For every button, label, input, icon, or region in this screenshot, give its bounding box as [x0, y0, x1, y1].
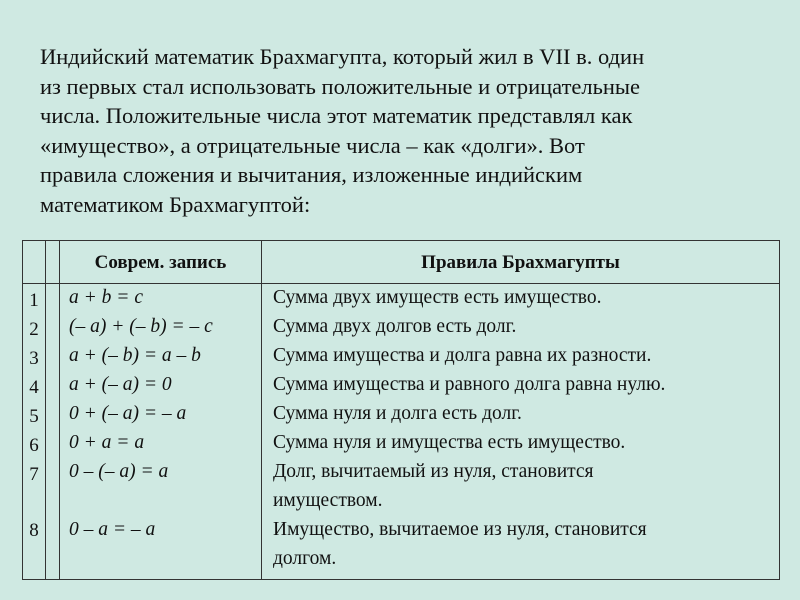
- rule-text: Сумма нуля и долга есть долг.: [273, 403, 522, 424]
- rule-text: Сумма нуля и имущества есть имущество.: [273, 432, 626, 453]
- intro-line: из первых стал использовать положительные и отрицательные: [40, 73, 641, 99]
- formula: 0 + (– a) = – a: [69, 403, 187, 424]
- intro-line: числа. Положительные числа этот математик представлял как: [40, 103, 633, 128]
- rule-text: Сумма двух имуществ есть имущество.: [273, 287, 602, 308]
- row-number: 1: [29, 290, 39, 311]
- header-number: [23, 241, 45, 285]
- formula: a + (– a) = 0: [69, 374, 172, 395]
- row-number: 7: [29, 464, 39, 485]
- rule-text: Долг, вычитаемый из нуля, становится: [273, 461, 594, 482]
- formula: a + b = c: [69, 287, 143, 308]
- column-divider: [59, 241, 60, 579]
- row-number: 3: [29, 348, 39, 369]
- row-number: 8: [29, 520, 39, 541]
- row-number: 2: [29, 319, 39, 340]
- formula: 0 – a = – a: [69, 519, 156, 540]
- formula: a + (– b) = a – b: [69, 345, 201, 366]
- header-notation: Соврем. запись: [94, 252, 227, 273]
- rules-table: [22, 240, 780, 580]
- rule-text: Имущество, вычитаемое из нуля, становится: [273, 519, 647, 540]
- formula: 0 + a = a: [69, 432, 145, 453]
- row-number: 4: [29, 377, 39, 398]
- rule-text: имуществом.: [273, 490, 383, 511]
- column-divider: [261, 241, 262, 579]
- row-number: 5: [29, 406, 39, 427]
- header-rules: Правила Брахмагупты: [421, 252, 620, 273]
- rule-text: Сумма имущества и долга равна их разности.: [273, 345, 652, 366]
- intro-paragraph: [40, 42, 770, 219]
- column-divider: [45, 241, 46, 579]
- intro-line: Индийский математик Брахмагупта, который жил в VII в. один: [40, 44, 645, 69]
- intro-line: правила сложения и вычитания, изложенные индийским: [40, 162, 583, 187]
- rule-text: долгом.: [273, 548, 337, 569]
- rule-text: Сумма двух долгов есть долг.: [273, 316, 517, 337]
- rule-text: Сумма имущества и равного долга равна нулю.: [273, 374, 666, 395]
- intro-line: математиком Брахмагуптой:: [40, 191, 311, 217]
- row-number: 6: [29, 435, 39, 456]
- formula: (– a) + (– b) = – c: [69, 316, 213, 337]
- intro-line: «имущество», а отрицательные числа – как «долги». Вот: [40, 132, 585, 158]
- formula: 0 – (– a) = a: [69, 461, 169, 482]
